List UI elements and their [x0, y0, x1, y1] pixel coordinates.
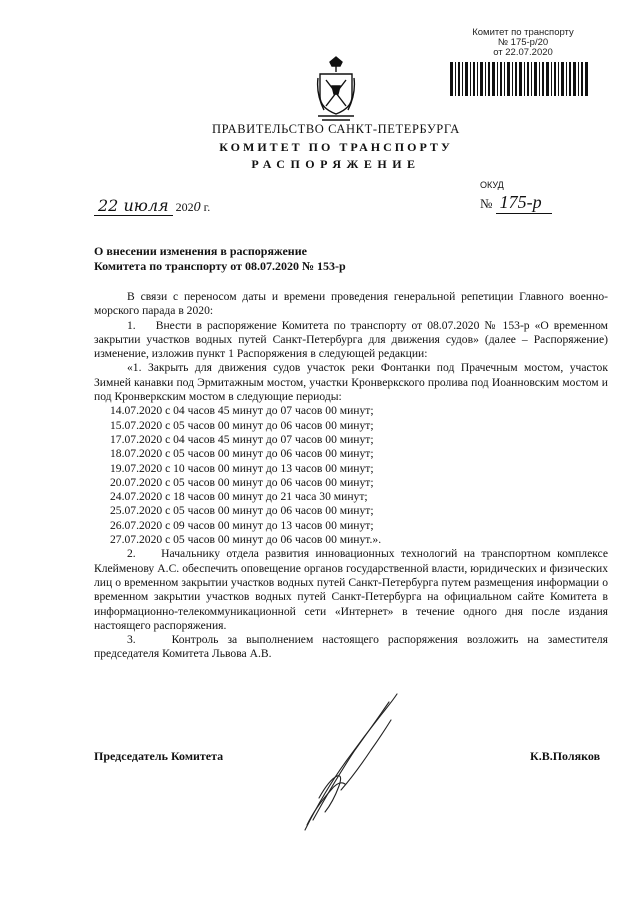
document-subject: [94, 244, 346, 274]
okud-label: ОКУД: [480, 180, 504, 190]
stamp-line-2: № 175-р/20: [497, 37, 549, 48]
document-number: [480, 192, 552, 214]
handwritten-year-digit: 0: [193, 200, 201, 215]
schedule-entry: 15.07.2020 с 05 часов 00 минут до 06 часов 00 минут;: [110, 418, 374, 432]
document-body: [94, 290, 608, 662]
year-prefix: 202: [175, 200, 194, 214]
closure-schedule: [110, 404, 608, 547]
quoted-item: «1. Закрыть для движения судов участок реки Фонтанки под Прачечным мостом, участок Зимней канавки под Эрмитажным мостом, участки Кронверкского пролива под Иоанновским мостом и под Кронверкским мостом в следующие периоды:: [94, 361, 608, 404]
government-title: ПРАВИТЕЛЬСТВО САНКТ-ПЕТЕРБУРГА: [212, 122, 460, 136]
schedule-entry: 27.07.2020 с 05 часов 00 минут до 06 часов 00 минут.».: [110, 533, 382, 547]
subject-line-2: Комитета по транспорту от 08.07.2020 № 153-р: [94, 259, 346, 273]
item-2: 2. Начальнику отдела развития инновационных технологий на транспортном комплексе Клейменову А.С. обеспечить оповещение органов государственной власти, юридических и физических лиц о временном закрытии участков водных путей Санкт-Петербурга путем размещения информации о временном закрытии участков водных путей Санкт-Петербурга на официальном сайте Комитета в информационно-телекоммуникационной сети «Интернет» в течение одного дня после издания настоящего распоряжения.: [94, 547, 608, 632]
intro-paragraph: В связи с переносом даты и времени проведения генеральной репетиции Главного военно-морского парада в 2020:: [94, 290, 608, 318]
document-date: [94, 196, 210, 216]
coat-of-arms-icon: [316, 56, 356, 122]
schedule-entry: 26.07.2020 с 09 часов 00 минут до 13 часов 00 минут;: [110, 518, 374, 532]
schedule-entry: 14.07.2020 с 04 часов 45 минут до 07 часов 00 минут;: [110, 404, 374, 418]
stamp-line-1: Комитет по транспорту: [472, 27, 574, 38]
signatory-name: К.В.Поляков: [530, 749, 601, 763]
registration-stamp: [458, 28, 588, 58]
handwritten-signature-icon: [285, 680, 415, 840]
committee-title: КОМИТЕТ ПО ТРАНСПОРТУ: [219, 140, 453, 154]
stamp-line-3: от 22.07.2020: [493, 47, 553, 58]
handwritten-date: 22 июля: [94, 196, 173, 216]
schedule-entry: 24.07.2020 с 18 часов 00 минут до 21 часа 30 минут;: [110, 490, 368, 504]
document-type: РАСПОРЯЖЕНИЕ: [251, 157, 421, 171]
item-1: 1. Внести в распоряжение Комитета по транспорту от 08.07.2020 № 153-р «О временном закрытии участков водных путей Санкт-Петербурга для движения судов» (далее – Распоряжение) изменение, изложив пункт 1 Распоряжения в следующей редакции:: [94, 318, 608, 361]
schedule-entry: 25.07.2020 с 05 часов 00 минут до 06 часов 00 минут;: [110, 504, 374, 518]
schedule-entry: 20.07.2020 с 05 часов 00 минут до 06 часов 00 минут;: [110, 475, 374, 489]
subject-line-1: О внесении изменения в распоряжение: [94, 244, 307, 258]
handwritten-number: 175-р: [496, 192, 552, 214]
number-prefix: №: [480, 196, 493, 211]
signatory-position: Председатель Комитета: [94, 749, 224, 763]
schedule-entry: 18.07.2020 с 05 часов 00 минут до 06 часов 00 минут;: [110, 447, 374, 461]
barcode-icon: [450, 62, 588, 96]
schedule-entry: 19.07.2020 с 10 часов 00 минут до 13 часов 00 минут;: [110, 461, 374, 475]
item-3: 3. Контроль за выполнением настоящего распоряжения возложить на заместителя председателя Комитета Львова А.В.: [94, 633, 608, 661]
schedule-entry: 17.07.2020 с 04 часов 45 минут до 07 часов 00 минут;: [110, 432, 374, 446]
year-unit: г.: [203, 200, 211, 214]
